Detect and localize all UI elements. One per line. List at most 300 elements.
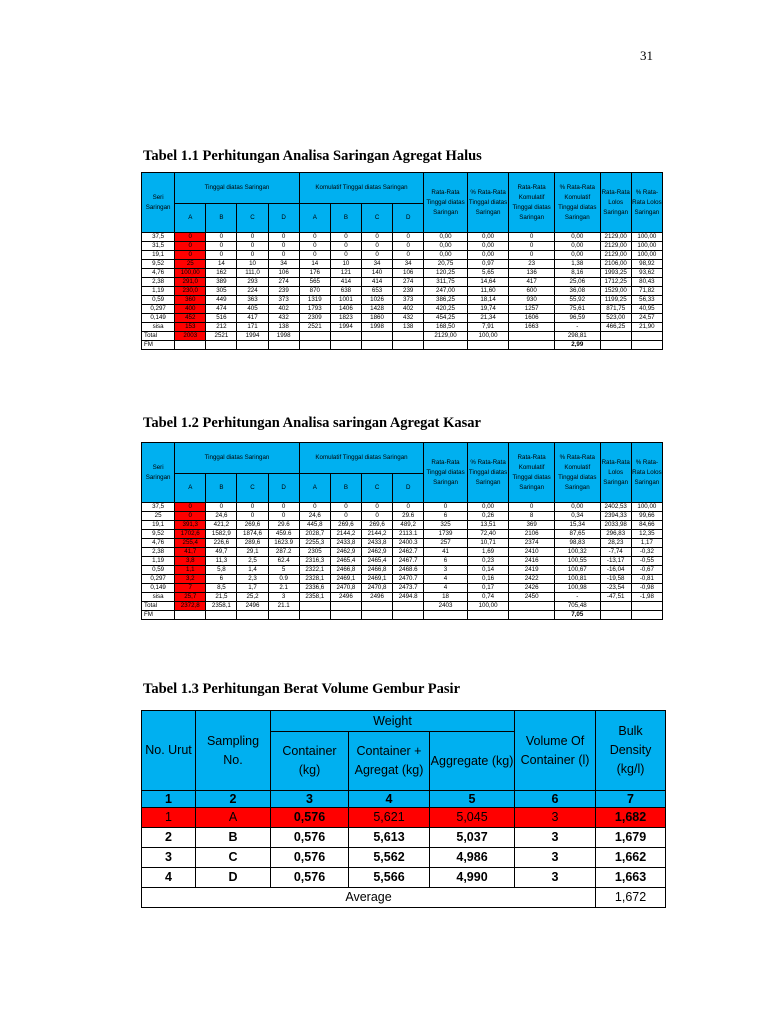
cell: 87,65 (554, 530, 600, 539)
cell (330, 332, 361, 341)
cell: 41,7 (175, 548, 206, 557)
cell: 7 (175, 584, 206, 593)
header-container-agregat: Container + Agregat (kg) (349, 732, 430, 791)
table-row (142, 314, 663, 323)
cell: 2403 (424, 602, 468, 611)
cell: 0,297 (142, 575, 175, 584)
cell: 2521 (299, 323, 330, 332)
cell: 2465,4 (330, 557, 361, 566)
cell: 2467.7 (393, 557, 424, 566)
cell: 7,91 (467, 323, 509, 332)
cell: 6 (424, 512, 468, 521)
cell: 29,1 (237, 548, 268, 557)
cell: 171 (237, 323, 268, 332)
cell (175, 611, 206, 620)
cell: 2494.8 (393, 593, 424, 602)
cell: 1,69 (467, 548, 509, 557)
cell: 21,5 (206, 593, 237, 602)
cell: 269,6 (330, 521, 361, 530)
cell: 49,7 (206, 548, 237, 557)
cell: 0 (393, 242, 424, 251)
header-persen: % Rata-Rata Tinggal diatas Saringan (467, 443, 509, 503)
cell: 40,95 (631, 305, 662, 314)
cell: 420,25 (424, 305, 468, 314)
cell: 0,26 (467, 512, 509, 521)
table-row (142, 260, 663, 269)
cell: 1 (142, 808, 196, 828)
cell: - (554, 593, 600, 602)
cell (509, 332, 555, 341)
header-sub-5: B (330, 204, 361, 233)
cell: 269,6 (361, 521, 392, 530)
cell: B (196, 828, 271, 848)
cell: 2255,3 (299, 539, 330, 548)
cell: 100,32 (554, 548, 600, 557)
table-row-total (142, 602, 663, 611)
cell: 0,34 (554, 512, 600, 521)
cell: 1823 (330, 314, 361, 323)
cell (268, 611, 299, 620)
cell: 0,149 (142, 314, 175, 323)
cell: Total (142, 332, 175, 341)
cell: 400 (175, 305, 206, 314)
header-volume: Volume Of Container (l) (515, 711, 596, 791)
cell: 5,045 (430, 808, 515, 828)
cell: 239 (393, 287, 424, 296)
header-sub-1: B (206, 474, 237, 503)
table-sieve-fine (141, 172, 663, 350)
table-row (142, 530, 663, 539)
cell: 121 (330, 269, 361, 278)
cell (600, 602, 631, 611)
cell: 0,23 (467, 557, 509, 566)
cell (509, 611, 555, 620)
cell: 0 (330, 242, 361, 251)
cell: 459.6 (268, 530, 299, 539)
cell: 4,76 (142, 539, 175, 548)
cell: 8,16 (554, 269, 600, 278)
cell: 13,51 (467, 521, 509, 530)
cell: 8,5 (206, 584, 237, 593)
cell: 0,576 (271, 828, 349, 848)
cell: 2466,8 (330, 566, 361, 575)
cell: 0 (509, 251, 555, 260)
cell: 0 (175, 233, 206, 242)
cell: 414 (361, 278, 392, 287)
cell: 100,00 (467, 332, 509, 341)
cell: 0,576 (271, 848, 349, 868)
cell: 363 (237, 296, 268, 305)
cell: 0 (237, 512, 268, 521)
cell: 3 (268, 593, 299, 602)
cell: 2033,98 (600, 521, 631, 530)
cell: 34 (361, 260, 392, 269)
cell: 5 (268, 566, 299, 575)
cell: 239 (268, 287, 299, 296)
cell: 0 (268, 233, 299, 242)
cell: 0 (206, 242, 237, 251)
cell: 14 (299, 260, 330, 269)
cell: 100,00 (631, 503, 662, 512)
cell: 2462.7 (393, 548, 424, 557)
cell: 5,037 (430, 828, 515, 848)
cell: 138 (268, 323, 299, 332)
cell: 100,98 (554, 584, 600, 593)
cell: 2309 (299, 314, 330, 323)
cell: 0,00 (554, 242, 600, 251)
cell: 138 (393, 323, 424, 332)
cell: 25 (175, 260, 206, 269)
cell: 34 (393, 260, 424, 269)
cell: 0 (175, 251, 206, 260)
cell: 0 (424, 503, 468, 512)
cell: 62.4 (268, 557, 299, 566)
cell: 100,00 (631, 251, 662, 260)
table-row (142, 808, 666, 828)
cell: 445,8 (299, 521, 330, 530)
cell: 72,40 (467, 530, 509, 539)
cell: 1623.9 (268, 539, 299, 548)
cell: 2,99 (554, 341, 600, 350)
cell: 0 (509, 233, 555, 242)
cell: 287.2 (268, 548, 299, 557)
cell: 2470,8 (361, 584, 392, 593)
cell: 93,62 (631, 269, 662, 278)
cell: 36,08 (554, 287, 600, 296)
cell (631, 341, 662, 350)
cell: 2144,2 (330, 530, 361, 539)
cell: 0,17 (467, 584, 509, 593)
cell: 2316,3 (299, 557, 330, 566)
cell: 2,38 (142, 548, 175, 557)
table-row (142, 251, 663, 260)
cell: 1,1 (175, 566, 206, 575)
cell: 1793 (299, 305, 330, 314)
cell: 0 (237, 503, 268, 512)
cell: 1199,25 (600, 296, 631, 305)
header-persen-komulatif: % Rata-Rata Komulatif Tinggal diatas Saringan (554, 173, 600, 233)
cell: 0,16 (467, 575, 509, 584)
cell: 1874,6 (237, 530, 268, 539)
cell: 24,57 (631, 314, 662, 323)
cell: 1739 (424, 530, 468, 539)
cell: 0,00 (467, 233, 509, 242)
cell: 100,55 (554, 557, 600, 566)
cell: 176 (299, 269, 330, 278)
table-row (142, 868, 666, 888)
cell: 0 (206, 251, 237, 260)
cell: 0 (299, 251, 330, 260)
table-row (142, 512, 663, 521)
cell: 0 (299, 503, 330, 512)
header-komulatif: Komulatif Tinggal diatas Saringan (299, 173, 424, 204)
cell: 565 (299, 278, 330, 287)
table-row (142, 278, 663, 287)
cell: 0 (361, 503, 392, 512)
cell: 369 (509, 521, 555, 530)
cell: 0 (175, 242, 206, 251)
cell (509, 602, 555, 611)
cell: 25,7 (175, 593, 206, 602)
cell: 2469,1 (361, 575, 392, 584)
cell: 34 (268, 260, 299, 269)
cell: 432 (268, 314, 299, 323)
cell (175, 341, 206, 350)
table-row (142, 828, 666, 848)
cell: 0,297 (142, 305, 175, 314)
cell: 1428 (361, 305, 392, 314)
header-sub-4: A (299, 474, 330, 503)
cell: 98,83 (554, 539, 600, 548)
cell (631, 332, 662, 341)
cell: 289,6 (237, 539, 268, 548)
header-sub-0: A (175, 474, 206, 503)
cell: 0,00 (554, 233, 600, 242)
cell: 3 (515, 808, 596, 828)
cell: 37,5 (142, 233, 175, 242)
cell: 1529,00 (600, 287, 631, 296)
cell: 168,50 (424, 323, 468, 332)
cell: 2372,8 (175, 602, 206, 611)
cell: 402 (393, 305, 424, 314)
cell: 29.6 (268, 521, 299, 530)
cell: -16,04 (600, 566, 631, 575)
cell (600, 611, 631, 620)
table-row (142, 287, 663, 296)
col-number: 1 (142, 791, 196, 808)
cell: 1,38 (554, 260, 600, 269)
cell: 111,0 (237, 269, 268, 278)
cell: 0,00 (554, 503, 600, 512)
table-row (142, 584, 663, 593)
header-lolos: Rata-Rata Lolos Saringan (600, 173, 631, 233)
cell: 18,14 (467, 296, 509, 305)
cell: 2305 (299, 548, 330, 557)
cell: 0,576 (271, 808, 349, 828)
cell: 24,6 (206, 512, 237, 521)
cell: 0,00 (467, 503, 509, 512)
cell: 0 (206, 503, 237, 512)
cell: 4 (424, 584, 468, 593)
cell: 99,66 (631, 512, 662, 521)
header-sub-7: D (393, 474, 424, 503)
col-number: 3 (271, 791, 349, 808)
header-persen-komulatif: % Rata-Rata Komulatif Tinggal diatas Saringan (554, 443, 600, 503)
cell: 452 (175, 314, 206, 323)
cell: 3 (515, 828, 596, 848)
cell (424, 341, 468, 350)
header-sub-0: A (175, 204, 206, 233)
table-row (142, 269, 663, 278)
cell: 2419 (509, 566, 555, 575)
cell: 71,82 (631, 287, 662, 296)
cell: 2322,1 (299, 566, 330, 575)
cell: -13,17 (600, 557, 631, 566)
cell: 0 (330, 251, 361, 260)
cell: 0,59 (142, 566, 175, 575)
cell: 421,2 (206, 521, 237, 530)
cell: 1,7 (237, 584, 268, 593)
cell: 653 (361, 287, 392, 296)
cell: 5,566 (349, 868, 430, 888)
cell: 0 (330, 503, 361, 512)
cell: 0,00 (424, 233, 468, 242)
cell: 21,90 (631, 323, 662, 332)
cell (268, 341, 299, 350)
cell: 2468.6 (393, 566, 424, 575)
cell: 0,576 (271, 868, 349, 888)
col-number: 4 (349, 791, 430, 808)
cell: 2422 (509, 575, 555, 584)
table-row (142, 296, 663, 305)
table-row (142, 521, 663, 530)
cell: 5,65 (467, 269, 509, 278)
cell: 25,2 (237, 593, 268, 602)
cell: 0 (268, 503, 299, 512)
cell: 153 (175, 323, 206, 332)
cell: 0 (268, 251, 299, 260)
cell: 37,5 (142, 503, 175, 512)
cell: 0.9 (268, 575, 299, 584)
cell (237, 341, 268, 350)
table-row (142, 557, 663, 566)
cell: 18 (424, 593, 468, 602)
cell: 12,35 (631, 530, 662, 539)
table-row (142, 566, 663, 575)
cell: -0,67 (631, 566, 662, 575)
cell: 0 (361, 233, 392, 242)
cell: 230,0 (175, 287, 206, 296)
cell: 140 (361, 269, 392, 278)
cell: 0 (361, 251, 392, 260)
cell: 0,00 (467, 251, 509, 260)
cell: 274 (268, 278, 299, 287)
cell (509, 341, 555, 350)
header-sub-6: C (361, 474, 392, 503)
cell: - (554, 323, 600, 332)
cell: 638 (330, 287, 361, 296)
header-tinggal: Tinggal diatas Saringan (175, 173, 300, 204)
cell: 5,562 (349, 848, 430, 868)
cell: 100,00 (467, 602, 509, 611)
cell (330, 611, 361, 620)
cell: 523,00 (600, 314, 631, 323)
header-sub-3: D (268, 474, 299, 503)
cell: 3,2 (175, 575, 206, 584)
cell: -0,32 (631, 548, 662, 557)
cell: -0,55 (631, 557, 662, 566)
cell: 10 (237, 260, 268, 269)
table-row (142, 539, 663, 548)
cell: 311,75 (424, 278, 468, 287)
cell: 930 (509, 296, 555, 305)
cell: 1,662 (596, 848, 666, 868)
cell: 41 (424, 548, 468, 557)
cell: 0 (237, 242, 268, 251)
cell: 454,25 (424, 314, 468, 323)
cell (467, 611, 509, 620)
cell: 2465,4 (361, 557, 392, 566)
table-row (142, 305, 663, 314)
cell: 9,52 (142, 530, 175, 539)
cell: 11,60 (467, 287, 509, 296)
cell: 1582,9 (206, 530, 237, 539)
cell: 1663 (509, 323, 555, 332)
cell: 23 (509, 260, 555, 269)
table2-caption: Tabel 1.2 Perhitungan Analisa saringan Agregat Kasar (143, 415, 481, 431)
cell: 6 (206, 575, 237, 584)
cell: 417 (509, 278, 555, 287)
table-row (142, 548, 663, 557)
cell: 3 (142, 848, 196, 868)
cell: 0 (330, 512, 361, 521)
table-row (142, 233, 663, 242)
cell: 1998 (268, 332, 299, 341)
cell: 474 (206, 305, 237, 314)
cell (467, 341, 509, 350)
cell: 0,97 (467, 260, 509, 269)
cell: 600 (509, 287, 555, 296)
cell: 432 (393, 314, 424, 323)
cell: 0 (237, 233, 268, 242)
cell: 4 (142, 868, 196, 888)
cell: 100,00 (175, 269, 206, 278)
header-weight: Weight (271, 711, 515, 732)
cell: 2358,1 (206, 602, 237, 611)
cell: 5,8 (206, 566, 237, 575)
table-row-total (142, 332, 663, 341)
cell: FM (142, 611, 175, 620)
header-sub-3: D (268, 204, 299, 233)
cell: 325 (424, 521, 468, 530)
header-tinggal: Tinggal diatas Saringan (175, 443, 300, 474)
cell (361, 611, 392, 620)
cell: 28,23 (600, 539, 631, 548)
cell: 1,682 (596, 808, 666, 828)
cell: 7,05 (554, 611, 600, 620)
cell: 2450 (509, 593, 555, 602)
cell: A (196, 808, 271, 828)
header-komulatif: Komulatif Tinggal diatas Saringan (299, 443, 424, 474)
cell: 0,14 (467, 566, 509, 575)
col-number: 2 (196, 791, 271, 808)
cell: -19,58 (600, 575, 631, 584)
cell: 296,83 (600, 530, 631, 539)
table-row (142, 323, 663, 332)
table-row (142, 575, 663, 584)
cell: 29.6 (393, 512, 424, 521)
cell: 4,990 (430, 868, 515, 888)
cell: 5,613 (349, 828, 430, 848)
cell: 1994 (330, 323, 361, 332)
cell: 19,1 (142, 521, 175, 530)
cell: 0 (299, 242, 330, 251)
cell: 226,6 (206, 539, 237, 548)
cell: 2470.7 (393, 575, 424, 584)
cell: 291,0 (175, 278, 206, 287)
cell: 2433,8 (361, 539, 392, 548)
cell: 3 (424, 566, 468, 575)
cell: 386,25 (424, 296, 468, 305)
cell: 75,61 (554, 305, 600, 314)
cell (600, 341, 631, 350)
cell: 14,64 (467, 278, 509, 287)
cell: 2402,53 (600, 503, 631, 512)
cell: 0 (509, 503, 555, 512)
cell: 9,52 (142, 260, 175, 269)
cell: 1,663 (596, 868, 666, 888)
cell (393, 602, 424, 611)
